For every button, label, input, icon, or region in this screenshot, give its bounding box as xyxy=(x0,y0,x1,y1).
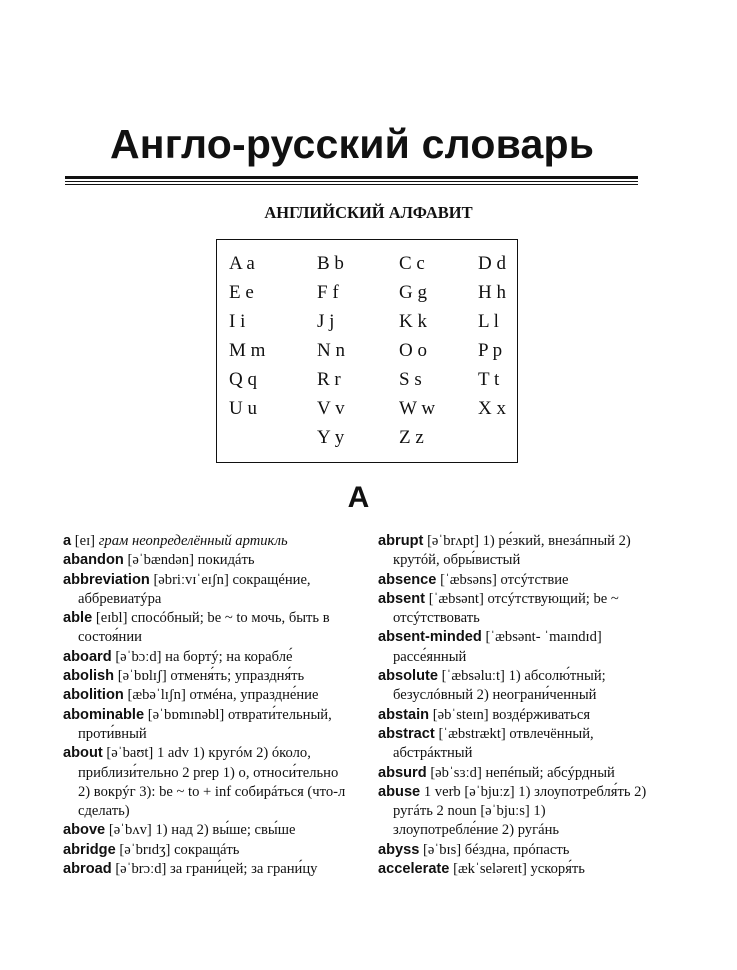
definition: отмéна, упраздне́ние xyxy=(189,687,319,704)
alphabet-table xyxy=(216,239,518,463)
alphabet-letter: B b xyxy=(317,253,344,274)
dictionary-entry xyxy=(378,725,648,764)
alphabet-letter: X x xyxy=(478,398,506,419)
headword: abandon xyxy=(63,552,124,569)
definition: сокращéние, аббревиатýра xyxy=(78,571,311,607)
headword: a xyxy=(63,533,72,549)
alphabet-letter: L l xyxy=(478,311,499,332)
headword: abrupt xyxy=(378,533,424,549)
alphabet-letter: F f xyxy=(317,282,339,303)
headword: accelerate xyxy=(378,861,450,878)
transcription: [ˈæbstrækt] xyxy=(438,725,506,742)
definition: отсýтствующий; be ~ отсýтствовать xyxy=(393,590,619,627)
alphabet-letter: S s xyxy=(399,369,422,390)
definition: 1 adv 1) кругóм 2) óколо, приблизи́тельно 2 prep 1) о, относи́тельно 2) вокрýг 3): be ~ to + inf собирáться (что-л сделать) xyxy=(78,745,346,820)
title-rule xyxy=(65,184,638,185)
definition: грам неопределённый артикль xyxy=(98,533,288,549)
transcription: [əˈbrʌpt] xyxy=(427,533,479,549)
headword: above xyxy=(63,822,106,839)
dictionary-column-left xyxy=(63,532,348,879)
dictionary-entry xyxy=(63,821,348,840)
transcription: [ˈæbsəluːt] xyxy=(441,668,505,685)
headword: abstain xyxy=(378,706,430,723)
alphabet-letter: A a xyxy=(229,253,255,274)
transcription: [ˈæbsəns] xyxy=(440,571,497,588)
headword: aboard xyxy=(63,648,112,665)
dictionary-entry xyxy=(378,860,648,879)
dictionary-entry xyxy=(378,532,648,571)
transcription: [əbˈsteɪn] xyxy=(432,706,489,723)
definition: отменя́ть; упраздня́ть xyxy=(170,668,305,685)
dictionary-entry xyxy=(63,706,348,745)
dictionary-entry xyxy=(378,783,648,841)
headword: abuse xyxy=(378,783,421,800)
dictionary-entry xyxy=(63,532,348,551)
transcription: [əˈbɒmɪnəbl] xyxy=(147,706,225,723)
definition: 1) ре́зкий, внезáпный 2) крутóй, обры́вистый xyxy=(393,533,631,569)
definition: покидáть xyxy=(197,552,255,569)
dictionary-entry xyxy=(378,764,648,783)
headword: abolish xyxy=(63,668,115,685)
definition: отсýтствие xyxy=(500,571,569,588)
headword: abolition xyxy=(63,687,124,704)
dictionary-entry xyxy=(378,571,648,590)
transcription: 1 verb [əˈbjuːz] xyxy=(423,783,515,800)
definition: воздéрживаться xyxy=(492,706,591,723)
dictionary-entry xyxy=(63,744,348,821)
dictionary-entry xyxy=(63,841,348,860)
alphabet-letter: P p xyxy=(478,340,503,361)
transcription: [əˈbaʊt] xyxy=(106,745,154,762)
alphabet-letter: G g xyxy=(399,282,427,303)
transcription: [əˈbɪs] xyxy=(423,841,462,858)
headword: abstract xyxy=(378,725,435,742)
headword: absent xyxy=(378,590,426,607)
alphabet-letter: Y y xyxy=(317,427,345,448)
dictionary-entry xyxy=(63,667,348,686)
headword: about xyxy=(63,745,103,762)
alphabet-letter: T t xyxy=(478,369,500,390)
definition: 1) абсолю́тный; безуслóвный 2) неограни́ченный xyxy=(393,668,606,704)
definition: за грани́цей; за грани́цу xyxy=(170,861,318,878)
definition: на бортý; на корабле́ xyxy=(165,648,293,665)
transcription: [əˈbændən] xyxy=(127,552,194,569)
alphabet-letter: E e xyxy=(229,282,254,303)
title-rule xyxy=(65,176,638,179)
alphabet-letter: R r xyxy=(317,369,341,390)
alphabet-letter: I i xyxy=(229,311,246,332)
dictionary-entry xyxy=(63,551,348,570)
definition: 1) над 2) вы́ше; свы́ше xyxy=(155,822,296,839)
alphabet-letter: W w xyxy=(399,398,436,419)
alphabet-letter: N n xyxy=(317,340,345,361)
dictionary-entry xyxy=(63,648,348,667)
transcription: [eɪbl] xyxy=(95,610,128,627)
headword: abyss xyxy=(378,841,420,858)
definition: непéпый; абсýрдный xyxy=(485,764,615,781)
alphabet-letter: H h xyxy=(478,282,506,303)
alphabet-letter: J j xyxy=(317,311,335,332)
transcription: [əbˈsɜːd] xyxy=(430,764,482,781)
headword: absolute xyxy=(378,668,439,685)
transcription: [eɪ] xyxy=(74,533,96,549)
alphabet-letter: M m xyxy=(229,340,266,361)
headword: abridge xyxy=(63,841,116,858)
alphabet-letter: D d xyxy=(478,253,506,274)
transcription: [əˈbrɔːd] xyxy=(115,861,167,878)
definition: ускоря́ть xyxy=(530,861,585,878)
dictionary-entry xyxy=(63,609,348,648)
alphabet-letter: O o xyxy=(399,340,427,361)
dictionary-entry xyxy=(378,841,648,860)
alphabet-letter: U u xyxy=(229,398,257,419)
definition: бéздна, прóпасть xyxy=(464,841,570,858)
dictionary-entry xyxy=(378,667,648,706)
headword: absurd xyxy=(378,764,427,781)
headword: abbreviation xyxy=(63,571,150,588)
dictionary-entry xyxy=(378,706,648,725)
title-rule xyxy=(65,181,638,182)
headword: abroad xyxy=(63,861,112,878)
headword: absence xyxy=(378,571,437,588)
transcription: [əˈbrɪdʒ] xyxy=(119,841,171,858)
dictionary-entry xyxy=(63,686,348,705)
alphabet-letter: V v xyxy=(317,398,345,419)
transcription: [ˈæbsənt- ˈmaɪndɪd] xyxy=(485,629,602,646)
dictionary-column-right xyxy=(378,532,648,879)
definition: 1) злоупотребля́ть 2) ругáть 2 noun [əˈbjuːs] 1) злоупотребле́ние 2) ругáнь xyxy=(393,783,647,839)
alphabet-heading: АНГЛИЙСКИЙ АЛФАВИТ xyxy=(264,203,473,222)
dictionary-entry xyxy=(63,571,348,610)
headword: able xyxy=(63,610,93,627)
section-letter: A xyxy=(347,481,370,514)
dictionary-entry xyxy=(63,860,348,879)
transcription: [ækˈseləreɪt] xyxy=(453,861,527,878)
definition: рассе́янный xyxy=(393,648,467,665)
definition: сокращáть xyxy=(174,841,240,858)
alphabet-letter: K k xyxy=(399,311,427,332)
definition: спосóбный; be ~ to мочь, быть в состоя́нии xyxy=(78,610,330,646)
page-title: Англо-русский словарь xyxy=(110,121,595,167)
alphabet-letter: Z z xyxy=(399,427,424,448)
definition: отврати́тельный, проти́вный xyxy=(78,706,332,742)
alphabet-letter: Q q xyxy=(229,369,257,390)
transcription: [æbəˈlɪʃn] xyxy=(127,687,186,704)
transcription: [əbriːvɪˈeɪʃn] xyxy=(153,571,229,588)
transcription: [əˈbɔːd] xyxy=(115,648,162,665)
dictionary-entry xyxy=(378,590,648,629)
transcription: [əˈbʌv] xyxy=(108,822,152,839)
headword: abominable xyxy=(63,706,145,723)
definition: отвлечённый, абстрáктный xyxy=(393,725,594,762)
transcription: [ˈæbsənt] xyxy=(428,590,484,607)
headword: absent-minded xyxy=(378,629,482,646)
alphabet-letter: C c xyxy=(399,253,425,274)
dictionary-entry xyxy=(378,628,648,667)
transcription: [əˈbɒlɪʃ] xyxy=(117,668,167,685)
